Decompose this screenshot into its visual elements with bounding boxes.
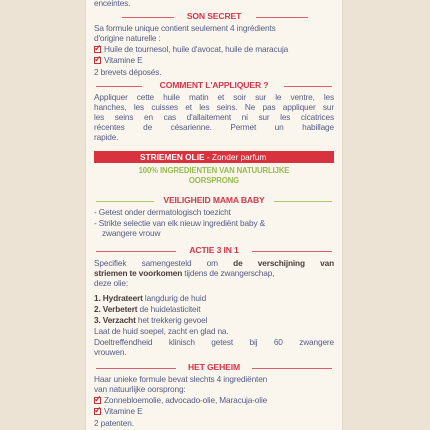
natural-origin-2: OORSPRONG <box>188 176 240 185</box>
apply-text-fr-3: les seins en cas d'allaitement ni sur les cicatrices <box>94 112 334 122</box>
intro-tail: enceintes. <box>94 0 131 8</box>
checkbox-icon <box>94 46 101 53</box>
secret-title-fr: SON SECRET <box>186 11 242 21</box>
action-line-1: Specifiek samengesteld om de verschijning van <box>94 258 334 268</box>
efficacy-line-1: Doeltreffendheid klinisch getest bij 60 zwangere <box>94 337 334 347</box>
patents-nl: 2 patenten. <box>94 418 134 428</box>
action-line-2: striemen te voorkomen tijdens de zwangerschap, <box>94 268 275 278</box>
ingredient-nl-1: ✓Zonnebloemolie, advocado-olie, Maracuja-olie <box>94 395 334 405</box>
ingredient-fr-1: ✓Huile de tournesol, huile d'avocat, huile de maracuja <box>94 44 334 54</box>
divider <box>284 86 332 87</box>
safety-line-3: zwangere vrouw <box>102 228 161 238</box>
step-3: 3. Verzacht het trekkerig gevoel <box>94 315 208 325</box>
skin-result: Laat de huid soepel, zacht en glad na. <box>94 326 229 336</box>
product-leaflet <box>86 0 342 430</box>
safety-line-1: - Getest onder dermatologisch toezicht <box>94 207 231 217</box>
ingredient-fr-2: ✓Vitamine E <box>94 55 334 65</box>
step-2: 2. Verbetert de huidelasticiteit <box>94 304 201 314</box>
divider <box>252 368 332 369</box>
secret-title-nl: HET GEHEIM <box>188 362 240 372</box>
patents-fr: 2 brevets déposés. <box>94 67 162 77</box>
product-name-banner: STRIEMEN OLIE - Zonder parfum <box>94 151 334 163</box>
apply-text-fr-4: récentes de césarienne. Permet un habillage <box>94 122 334 132</box>
ingredient-nl-2: ✓Vitamine E <box>94 406 334 416</box>
checkbox-icon <box>94 397 101 404</box>
divider <box>256 17 308 18</box>
secret-text-fr-2: d'origine naturelle : <box>94 33 161 43</box>
secret-text-fr-1: Sa formule unique contient seulement 4 ingrédients <box>94 23 276 33</box>
safety-line-2: - Strikte selectie van elk nieuw ingrediënt baby & <box>94 218 265 228</box>
apply-text-fr-2: hanches, les cuisses et les seins. Ne pas appliquer sur <box>94 102 334 112</box>
apply-title-fr: COMMENT L'APPLIQUER ? <box>159 80 269 90</box>
divider <box>252 251 332 252</box>
safety-title: VEILIGHEID MAMA BABY <box>163 195 265 205</box>
apply-text-fr-1: Appliquer cette huile matin et soir sur le ventre, les <box>94 92 334 102</box>
natural-origin-1: 100% INGREDIENTEN VAN NATUURLIJKE <box>138 166 290 175</box>
action-title: ACTIE 3 IN 1 <box>189 245 239 255</box>
secret-text-nl-1: Haar unieke formule bevat slechts 4 ingrediënten <box>94 374 268 384</box>
apply-text-fr-5: rapide. <box>94 132 119 142</box>
secret-text-nl-2: van natuurlijke oorsprong: <box>94 384 186 394</box>
divider <box>274 201 332 202</box>
efficacy-line-2: vrouwen. <box>94 347 127 357</box>
checkbox-icon <box>94 408 101 415</box>
checkbox-icon <box>94 57 101 64</box>
action-line-3: deze olie: <box>94 278 129 288</box>
step-1: 1. Hydrateert langdurig de huid <box>94 293 207 303</box>
